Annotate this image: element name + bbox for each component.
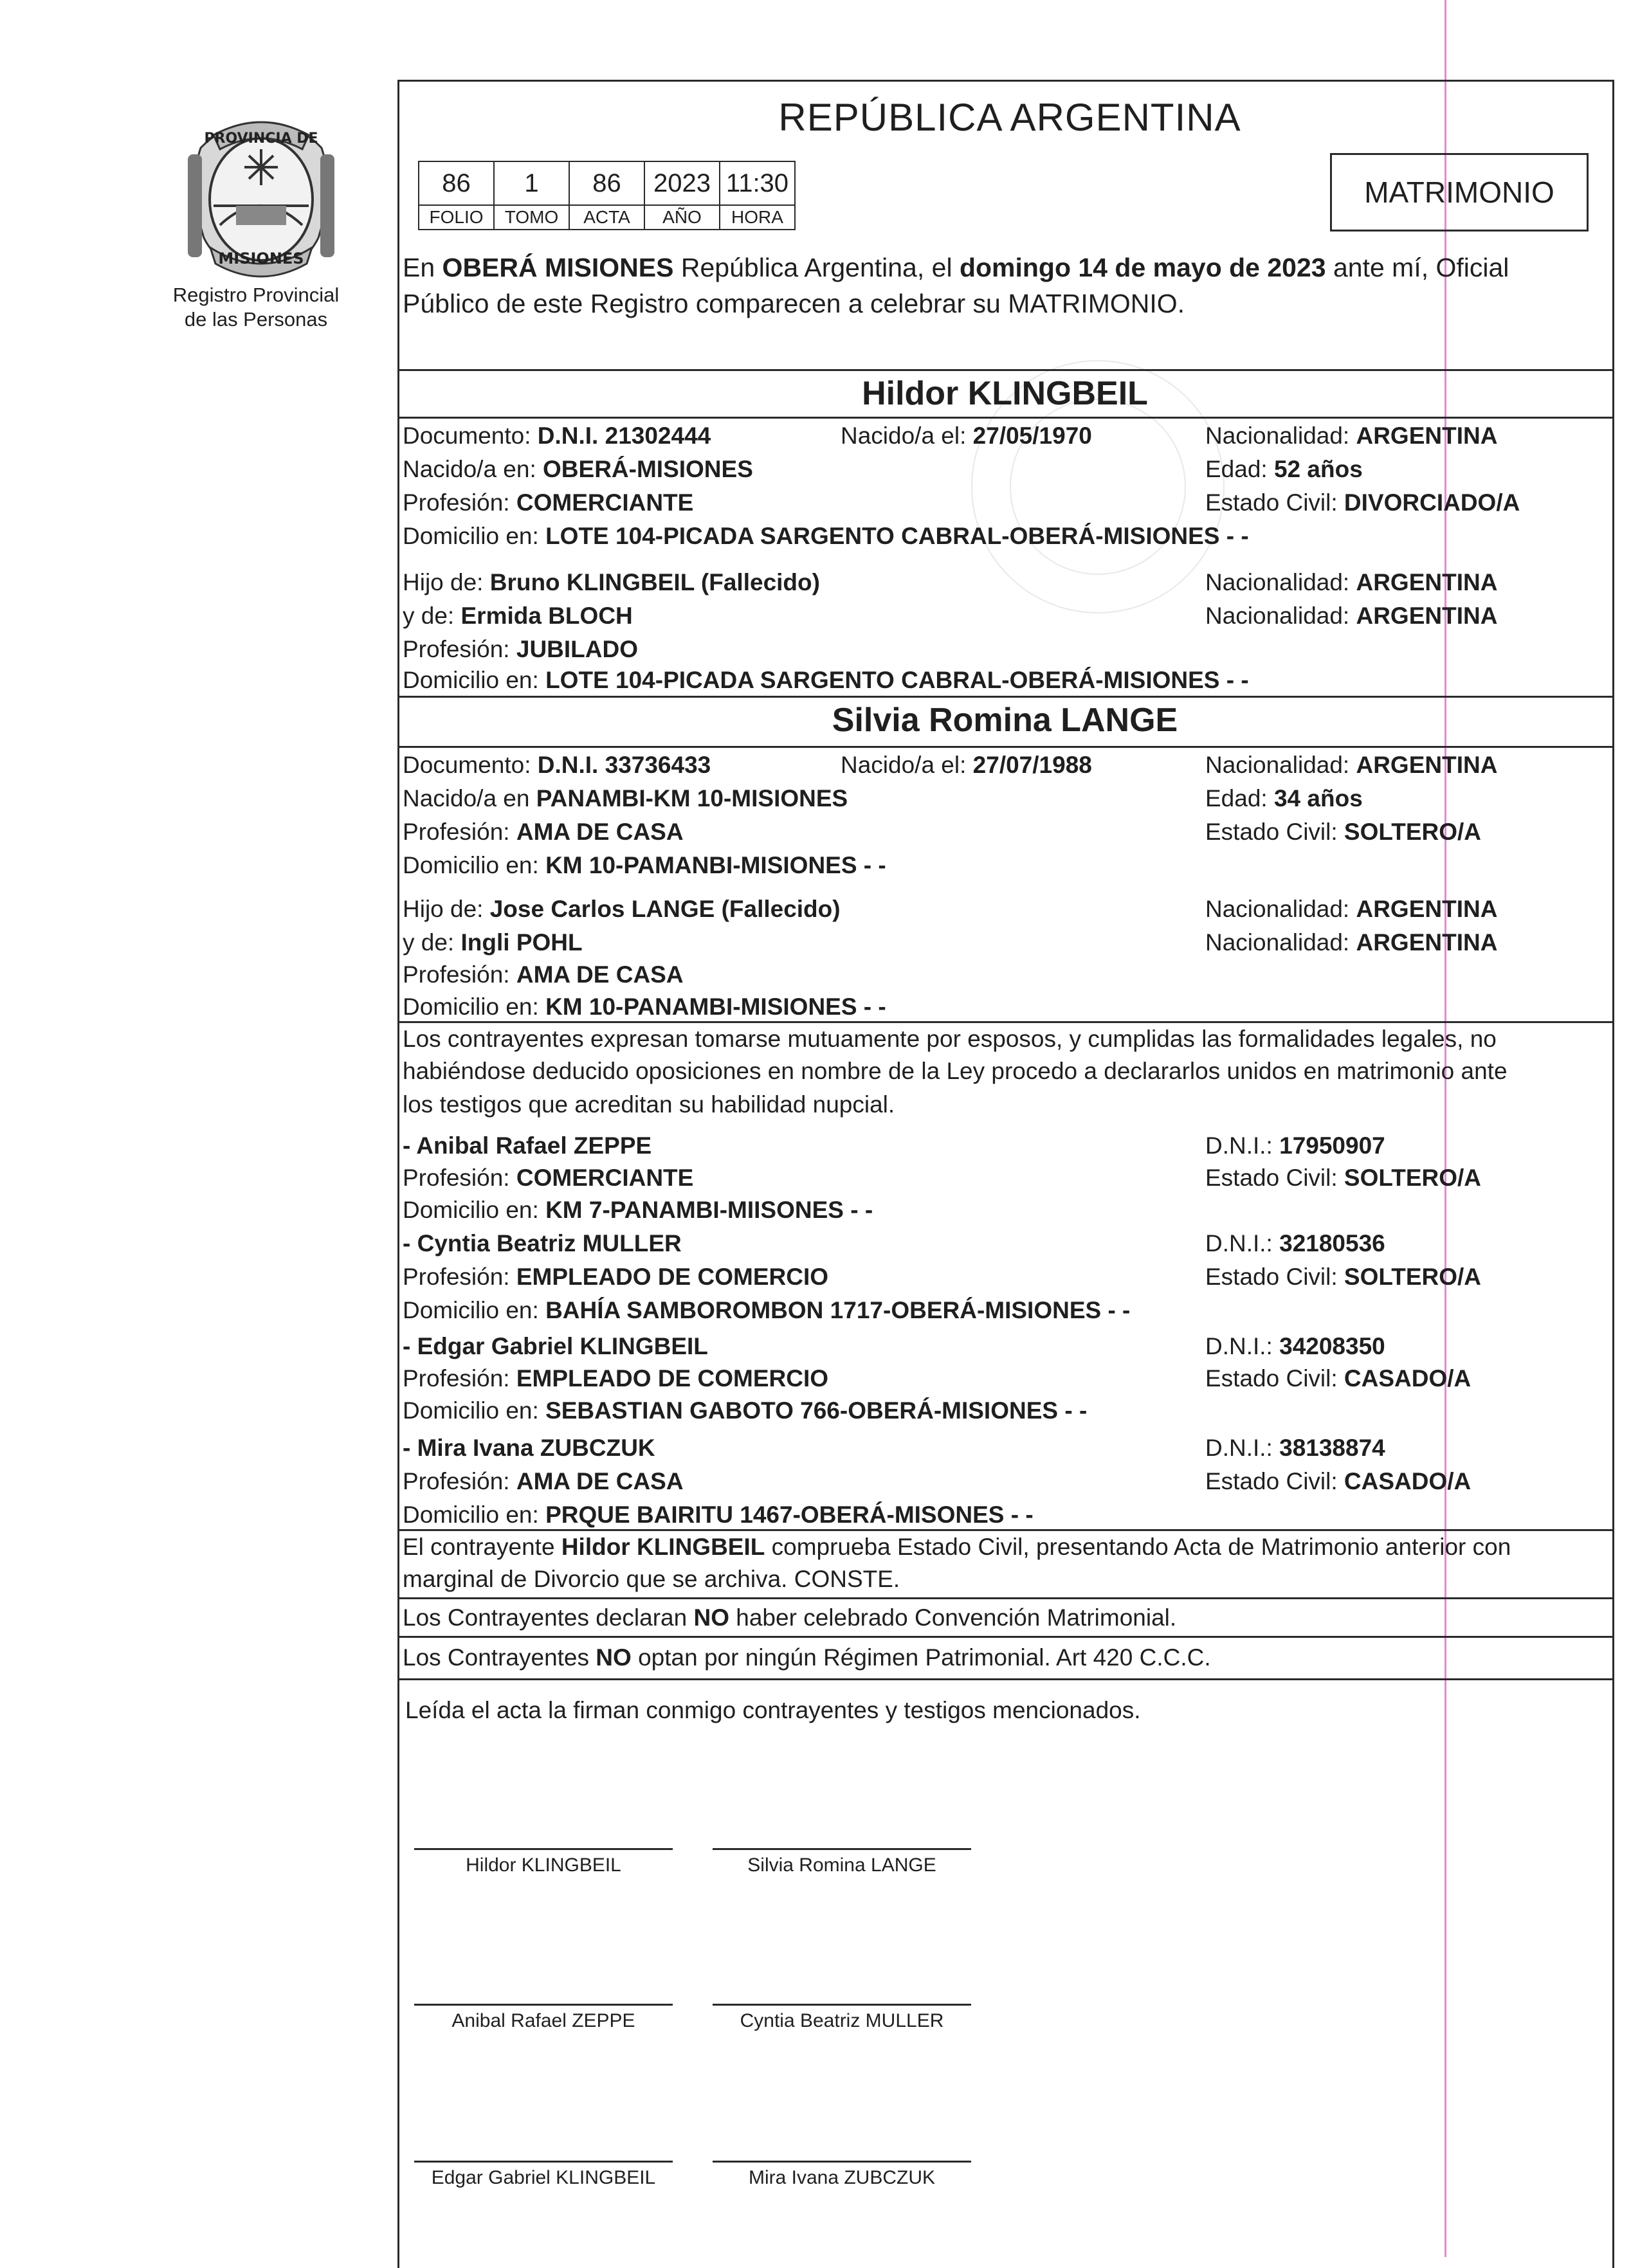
value: COMERCIANTE	[516, 489, 694, 516]
testigo-4-dni	[1205, 1431, 1385, 1465]
value: ARGENTINA	[1356, 929, 1498, 956]
label: Domicilio en:	[403, 993, 546, 1020]
label: Edad:	[1205, 456, 1274, 482]
c2-domicilio	[403, 849, 886, 882]
value: SOLTERO/A	[1344, 1165, 1482, 1191]
convencion-line-1	[403, 1601, 1176, 1635]
c2-padres-domicilio	[403, 990, 886, 1024]
signature-name: Cyntia Beatriz MULLER	[740, 2010, 944, 2031]
registry-line-2: de las Personas	[184, 308, 328, 331]
intro-place: OBERÁ MISIONES	[442, 253, 674, 282]
value: KM 10-PAMANBI-MISIONES - -	[545, 852, 886, 878]
label: Nacido/a en:	[403, 456, 543, 482]
value: CASADO/A	[1344, 1365, 1471, 1392]
label: Domicilio en:	[403, 1397, 546, 1424]
label: Domicilio en:	[403, 523, 546, 549]
intro-text: En	[403, 253, 442, 282]
registry-name	[147, 283, 365, 332]
label: Hijo de:	[403, 569, 490, 595]
intro-line-1	[403, 249, 1509, 286]
tomo-value: 1	[494, 161, 569, 205]
label: Domicilio en:	[403, 667, 546, 693]
label: y de:	[403, 929, 461, 956]
testigo-1-dni	[1205, 1129, 1385, 1163]
value: - Cyntia Beatriz MULLER	[403, 1230, 682, 1256]
label: Domicilio en:	[403, 1197, 546, 1223]
label: Domicilio en:	[403, 852, 546, 878]
nota-text: El contrayente	[403, 1534, 561, 1560]
value: Ermida BLOCH	[460, 603, 633, 629]
label: Profesión:	[403, 1468, 516, 1494]
convencion-text: Los Contrayentes	[403, 1644, 596, 1671]
declaracion-line-1: Los contrayentes expresan tomarse mutuamente por esposos, y cumplidas las formalidades legales, no	[403, 1026, 1497, 1052]
value: COMERCIANTE	[516, 1165, 694, 1191]
value: DIVORCIADO/A	[1344, 489, 1520, 516]
value: SOLTERO/A	[1344, 1264, 1482, 1290]
convencion-text: Los Contrayentes declaran	[403, 1604, 694, 1631]
value: - Anibal Rafael ZEPPE	[403, 1132, 652, 1159]
label: Profesión:	[403, 1264, 516, 1290]
acta-label: ACTA	[569, 205, 644, 230]
value: JUBILADO	[516, 636, 638, 662]
value: EMPLEADO DE COMERCIO	[516, 1365, 829, 1392]
value: ARGENTINA	[1356, 752, 1498, 778]
value: ARGENTINA	[1356, 569, 1498, 595]
signature-line	[414, 2004, 673, 2006]
label: D.N.I.:	[1205, 1230, 1280, 1256]
testigo-2-name	[403, 1227, 682, 1260]
testigo-4-name	[403, 1431, 655, 1465]
value: Jose Carlos LANGE (Fallecido)	[489, 896, 841, 922]
label: Documento:	[403, 422, 538, 449]
value: OBERÁ-MISIONES	[543, 456, 753, 482]
signature-line	[414, 2161, 673, 2163]
label: Documento:	[403, 752, 538, 778]
label: Profesión:	[403, 1365, 516, 1392]
c2-madre	[403, 926, 583, 959]
label: D.N.I.:	[1205, 1435, 1280, 1461]
c1-nacionalidad	[1205, 419, 1497, 453]
value: 34208350	[1279, 1333, 1385, 1359]
testigo-3-domicilio	[403, 1394, 1087, 1428]
label: Profesión:	[403, 489, 516, 516]
value: KM 7-PANAMBI-MIISONES - -	[545, 1197, 873, 1223]
value: - Edgar Gabriel KLINGBEIL	[403, 1333, 708, 1359]
label: Domicilio en:	[403, 1297, 546, 1323]
intro-text: República Argentina, el	[673, 253, 960, 282]
intro-text: ante mí, Oficial	[1326, 253, 1509, 282]
value: D.N.I. 33736433	[537, 752, 711, 778]
province-seal-logo	[175, 109, 347, 283]
divider	[397, 417, 1612, 419]
label: Estado Civil:	[1205, 489, 1344, 516]
divider	[397, 1678, 1612, 1680]
testigo-4-estado-civil	[1205, 1465, 1471, 1498]
testigo-3-dni	[1205, 1330, 1385, 1363]
c1-madre-nacionalidad	[1205, 599, 1497, 633]
signature-name: Anibal Rafael ZEPPE	[451, 2010, 635, 2031]
declaracion-line-3: los testigos que acreditan su habilidad nupcial.	[403, 1091, 895, 1118]
label: Estado Civil:	[1205, 819, 1344, 845]
testigo-3-estado-civil	[1205, 1362, 1471, 1395]
c2-estado-civil	[1205, 815, 1481, 849]
hora-value: 11:30	[720, 161, 795, 205]
label: Nacionalidad:	[1205, 603, 1356, 629]
value: 38138874	[1279, 1435, 1385, 1461]
value: D.N.I. 21302444	[537, 422, 711, 449]
label: Nacido/a el:	[841, 752, 973, 778]
value: EMPLEADO DE COMERCIO	[516, 1264, 829, 1290]
testigo-3-name	[403, 1330, 708, 1363]
value: 17950907	[1279, 1132, 1385, 1159]
label: y de:	[403, 603, 461, 629]
label: Nacionalidad:	[1205, 569, 1356, 595]
record-info-table	[418, 161, 796, 230]
label: Nacido/a en	[403, 785, 536, 812]
value: CASADO/A	[1344, 1468, 1471, 1494]
hora-label: HORA	[720, 205, 795, 230]
c1-documento	[403, 419, 711, 453]
divider	[397, 1636, 1612, 1638]
label: D.N.I.:	[1205, 1333, 1280, 1359]
signature-name: Hildor KLINGBEIL	[466, 1855, 621, 1876]
label: D.N.I.:	[1205, 1132, 1280, 1159]
value: ARGENTINA	[1356, 603, 1498, 629]
convencion-text: haber celebrado Convención Matrimonial.	[729, 1604, 1177, 1631]
label: Nacionalidad:	[1205, 929, 1356, 956]
value: Ingli POHL	[460, 929, 583, 956]
value: BAHÍA SAMBOROMBON 1717-OBERÁ-MISIONES - -	[545, 1297, 1131, 1323]
label: Profesión:	[403, 1165, 516, 1191]
signature-line	[414, 1848, 673, 1850]
country-title: REPÚBLICA ARGENTINA	[778, 96, 1241, 139]
c1-madre	[403, 599, 633, 633]
contrayente-1-name: Hildor KLINGBEIL	[862, 375, 1148, 412]
value: Bruno KLINGBEIL (Fallecido)	[489, 569, 820, 595]
c2-nacido-el	[841, 748, 1092, 782]
testigo-1-name	[403, 1129, 651, 1163]
c2-edad	[1205, 782, 1363, 815]
label: Hijo de:	[403, 896, 490, 922]
c1-padres-domicilio	[403, 664, 1249, 697]
value: SOLTERO/A	[1344, 819, 1482, 845]
signature-line	[713, 2004, 971, 2006]
c2-padre-nacionalidad	[1205, 893, 1497, 926]
value: KM 10-PANAMBI-MISIONES - -	[545, 993, 886, 1020]
nota-line-1	[403, 1530, 1511, 1564]
folio-value: 86	[419, 161, 494, 205]
c1-profesion	[403, 486, 693, 520]
cierre-text: Leída el acta la firman conmigo contrayentes y testigos mencionados.	[405, 1697, 1141, 1723]
label: Nacionalidad:	[1205, 896, 1356, 922]
value: ARGENTINA	[1356, 896, 1498, 922]
c1-domicilio	[403, 520, 1249, 553]
testigo-4-domicilio	[403, 1498, 1034, 1532]
convencion-no: NO	[693, 1604, 729, 1631]
label: Domicilio en:	[403, 1501, 546, 1528]
convencion-text: optan por ningún Régimen Patrimonial. Art 420 C.C.C.	[631, 1644, 1211, 1671]
testigo-2-dni	[1205, 1227, 1385, 1260]
c2-padre	[403, 893, 841, 926]
label: Estado Civil:	[1205, 1165, 1344, 1191]
divider	[397, 369, 1612, 371]
signature-name: Mira Ivana ZUBCZUK	[748, 2167, 936, 2188]
c1-padre-nacionalidad	[1205, 566, 1497, 599]
testigo-1-domicilio	[403, 1193, 873, 1227]
value: 32180536	[1279, 1230, 1385, 1256]
label: Profesión:	[403, 819, 516, 845]
convencion-line-2	[403, 1641, 1211, 1674]
value: 34 años	[1273, 785, 1363, 812]
value: LOTE 104-PICADA SARGENTO CABRAL-OBERÁ-MISIONES - -	[545, 523, 1249, 549]
nota-line-2: marginal de Divorcio que se archiva. CONSTE.	[403, 1566, 900, 1592]
value: AMA DE CASA	[516, 819, 684, 845]
c1-padres-profesion	[403, 633, 638, 666]
label: Estado Civil:	[1205, 1264, 1344, 1290]
c1-nacido-el	[841, 419, 1092, 453]
convencion-no: NO	[596, 1644, 632, 1671]
value: AMA DE CASA	[516, 1468, 684, 1494]
intro-line-2: Público de este Registro comparecen a celebrar su MATRIMONIO.	[403, 289, 1185, 318]
signature-name: Silvia Romina LANGE	[747, 1855, 936, 1876]
label: Estado Civil:	[1205, 1468, 1344, 1494]
seal-text-top: PROVINCIA DE	[204, 131, 318, 147]
c1-estado-civil	[1205, 486, 1520, 520]
testigo-4-profesion	[403, 1465, 684, 1498]
nota-name: Hildor KLINGBEIL	[561, 1534, 765, 1560]
testigo-3-profesion	[403, 1362, 828, 1395]
testigo-2-estado-civil	[1205, 1260, 1481, 1294]
label: Nacionalidad:	[1205, 422, 1356, 449]
value: - Mira Ivana ZUBCZUK	[403, 1435, 655, 1461]
label: Profesión:	[403, 961, 516, 988]
c2-madre-nacionalidad	[1205, 926, 1497, 959]
acta-value: 86	[569, 161, 644, 205]
label: Edad:	[1205, 785, 1274, 812]
divider	[397, 696, 1612, 698]
contrayente-2-name: Silvia Romina LANGE	[832, 702, 1178, 739]
signature-line	[713, 2161, 971, 2163]
tomo-label: TOMO	[494, 205, 569, 230]
signature-name: Edgar Gabriel KLINGBEIL	[431, 2167, 656, 2188]
value: 27/07/1988	[972, 752, 1092, 778]
label: Profesión:	[403, 636, 516, 662]
label: Estado Civil:	[1205, 1365, 1344, 1392]
nota-text: comprueba Estado Civil, presentando Acta de Matrimonio anterior con	[765, 1534, 1511, 1560]
value: LOTE 104-PICADA SARGENTO CABRAL-OBERÁ-MISIONES - -	[545, 667, 1249, 693]
anio-value: 2023	[644, 161, 720, 205]
declaracion-line-2: habiéndose deducido oposiciones en nombre de la Ley procedo a declararlos unidos en matrimonio ante	[403, 1058, 1508, 1084]
registry-line-1: Registro Provincial	[172, 284, 340, 306]
testigo-1-estado-civil	[1205, 1161, 1481, 1195]
value: 52 años	[1273, 456, 1363, 482]
c2-nacido-en	[403, 782, 848, 815]
c2-padres-profesion	[403, 958, 684, 992]
testigo-1-profesion	[403, 1161, 693, 1195]
c2-documento	[403, 748, 711, 782]
label: Nacido/a el:	[841, 422, 973, 449]
c1-nacido-en	[403, 453, 753, 486]
folio-label: FOLIO	[419, 205, 494, 230]
divider	[397, 1597, 1612, 1599]
value: SEBASTIAN GABOTO 766-OBERÁ-MISIONES - -	[545, 1397, 1088, 1424]
c1-edad	[1205, 453, 1363, 486]
value: PRQUE BAIRITU 1467-OBERÁ-MISONES - -	[545, 1501, 1034, 1528]
testigo-2-domicilio	[403, 1294, 1130, 1327]
divider	[397, 746, 1612, 748]
record-type-box: MATRIMONIO	[1330, 153, 1589, 231]
seal-text-bottom: MISIONES	[218, 249, 304, 268]
value: 27/05/1970	[972, 422, 1092, 449]
intro-date: domingo 14 de mayo de 2023	[959, 253, 1326, 282]
anio-label: AÑO	[644, 205, 720, 230]
c2-profesion	[403, 815, 684, 849]
c2-nacionalidad	[1205, 748, 1497, 782]
signature-line	[713, 1848, 971, 1850]
value: AMA DE CASA	[516, 961, 684, 988]
testigo-2-profesion	[403, 1260, 828, 1294]
value: ARGENTINA	[1356, 422, 1498, 449]
value: PANAMBI-KM 10-MISIONES	[536, 785, 848, 812]
label: Nacionalidad:	[1205, 752, 1356, 778]
c1-padre	[403, 566, 820, 599]
